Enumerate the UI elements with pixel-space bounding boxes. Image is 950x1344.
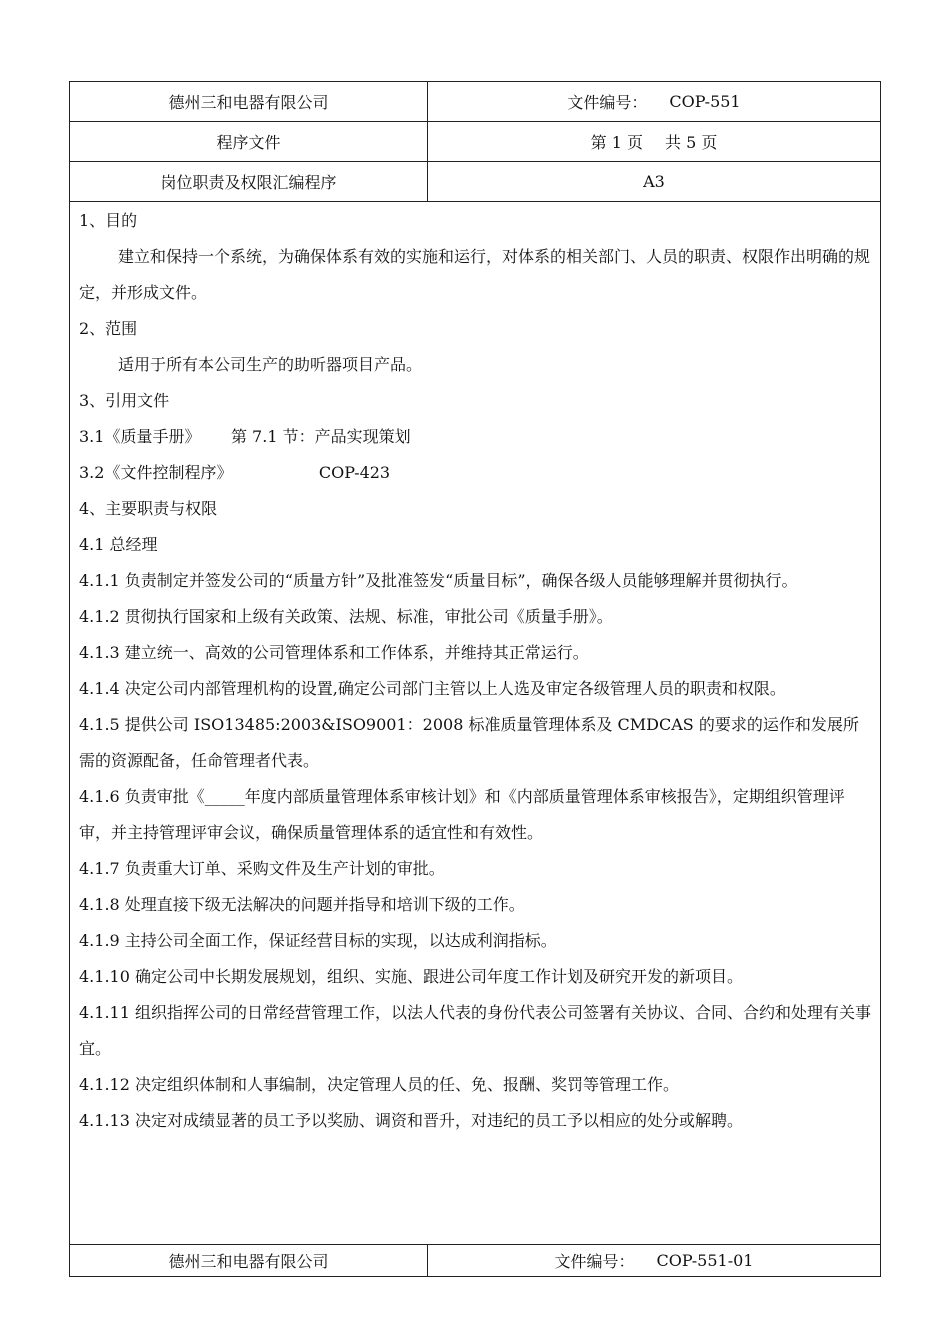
duty-item: 4.1.3 建立统一、高效的公司管理体系和工作体系，并维持其正常运行。 [79,643,589,662]
section-heading: 4、主要职责与权限 [79,499,218,518]
doc-version: A3 [643,172,665,191]
duty-item: 4.1.13 决定对成绩显著的员工予以奖励、调资和晋升，对违纪的员工予以相应的处分或解聘。 [79,1111,743,1130]
document-frame [69,81,881,1277]
footer-company: 德州三和电器有限公司 [70,1245,428,1276]
doc-number-label: 文件编号： [567,93,648,112]
duty-item: 4.1.9 主持公司全面工作，保证经营目标的实现，以达成利润指标。 [79,931,557,950]
reference-item: 3.1《质量手册》 第 7.1 节：产品实现策划 [79,427,411,446]
document-body [70,203,880,1139]
section-text: 适用于所有本公司生产的助听器项目产品。 [118,355,423,374]
subsection-heading: 4.1 总经理 [79,535,158,554]
doc-title: 岗位职责及权限汇编程序 [70,162,428,201]
duty-item: 4.1.6 负责审批《_____年度内部质量管理体系审核计划》和《内部质量管理体系审核报告》，定期组织管理评审，并主持管理评审会议，确保质量管理体系的适宜性和有效性。 [79,787,845,842]
header-row-type [70,122,880,162]
duty-item: 4.1.7 负责重大订单、采购文件及生产计划的审批。 [79,859,445,878]
section-text: 建立和保持一个系统，为确保体系有效的实施和运行，对体系的相关部门、人员的职责、权限作出明确的规定，并形成文件。 [79,247,871,302]
page-number: 第 1 页 [590,133,643,152]
footer-doc-number-label: 文件编号： [554,1252,635,1271]
footer-row [70,1244,880,1276]
header-row-title [70,162,880,202]
page-info [428,122,880,161]
header-row-company [70,82,880,122]
duty-item: 4.1.5 提供公司 ISO13485:2003&ISO9001：2008 标准质量管理体系及 CMDCAS 的要求的运作和发展所需的资源配备，任命管理者代表。 [79,715,859,770]
duty-item: 4.1.8 处理直接下级无法解决的问题并指导和培训下级的工作。 [79,895,525,914]
footer-doc-number: COP-551-01 [656,1251,754,1270]
footer-doc-number-cell [428,1245,880,1276]
doc-type: 程序文件 [70,122,428,161]
duty-item: 4.1.12 决定组织体制和人事编制，决定管理人员的任、免、报酬、奖罚等管理工作。 [79,1075,679,1094]
doc-number: COP-551 [669,92,741,111]
duty-item: 4.1.4 决定公司内部管理机构的设置,确定公司部门主管以上人选及审定各级管理人员的职责和权限。 [79,679,786,698]
section-heading: 3、引用文件 [79,391,170,410]
section-heading: 2、范围 [79,319,138,338]
duty-item: 4.1.10 确定公司中长期发展规划，组织、实施、跟进公司年度工作计划及研究开发的新项目。 [79,967,743,986]
reference-item: 3.2《文件控制程序》 COP-423 [79,463,391,482]
duty-item: 4.1.1 负责制定并签发公司的“质量方针”及批准签发“质量目标”，确保各级人员能够理解并贯彻执行。 [79,571,798,590]
doc-number-cell [428,82,880,121]
company-name: 德州三和电器有限公司 [70,82,428,121]
duty-item: 4.1.11 组织指挥公司的日常经营管理工作，以法人代表的身份代表公司签署有关协议、合同、合约和处理有关事宜。 [79,1003,871,1058]
page-total: 共 5 页 [665,133,718,152]
duty-item: 4.1.2 贯彻执行国家和上级有关政策、法规、标准，审批公司《质量手册》。 [79,607,613,626]
section-heading: 1、目的 [79,211,138,230]
